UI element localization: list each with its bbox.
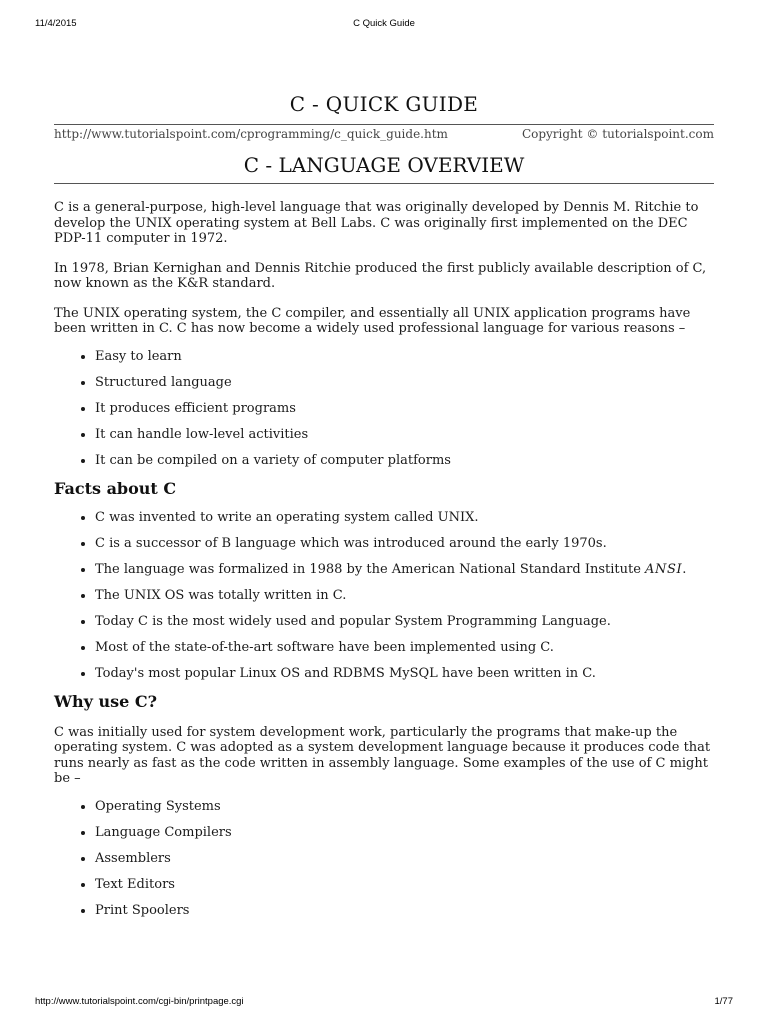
reasons-list [54, 349, 714, 469]
why-heading: Why use C? [54, 691, 157, 711]
source-url-link[interactable]: http://www.tutorialspoint.com/cprogramming/c_quick_guide.htm [54, 127, 448, 141]
footer-url: http://www.tutorialspoint.com/cgi-bin/printpage.cgi [35, 996, 244, 1007]
print-title: C Quick Guide [353, 18, 415, 29]
list-item: • It can be compiled on a variety of computer platforms [95, 453, 714, 469]
print-date: 11/4/2015 [35, 18, 77, 29]
list-item: • Operating Systems [95, 799, 714, 815]
examples-list [54, 799, 714, 919]
list-item: • It produces efficient programs [95, 401, 714, 417]
list-item: • Assemblers [95, 851, 714, 867]
list-item: • It can handle low-level activities [95, 427, 714, 443]
list-item: • Most of the state-of-the-art software have been implemented using C. [95, 640, 714, 656]
list-item: • C is a successor of B language which was introduced around the early 1970s. [95, 536, 714, 552]
list-item: • Language Compilers [95, 825, 714, 841]
list-item: • Easy to learn [95, 349, 714, 365]
source-line [54, 124, 714, 141]
list-item [95, 562, 714, 578]
facts-heading: Facts about C [54, 478, 177, 498]
ansi-abbrev: ANSI [645, 561, 683, 577]
list-item: • Structured language [95, 375, 714, 391]
doc-title: C - QUICK GUIDE [289, 92, 479, 116]
fact-text: The language was formalized in 1988 by the American National Standard Institute [95, 561, 641, 577]
document-page [54, 92, 714, 929]
list-item: • The UNIX OS was totally written in C. [95, 588, 714, 604]
section-title: C - LANGUAGE OVERVIEW [54, 153, 714, 184]
intro-paragraph-1: C is a general-purpose, high-level language that was originally developed by Dennis M. Ritchie to develop the UNIX operating system at Bell Labs. C was originally first implemented on the DEC PDP-11 computer in 1972. [54, 200, 699, 246]
why-paragraph: C was initially used for system development work, particularly the programs that make-up the operating system. C was adopted as a system development language because it produces code that runs nearly as fast as the code written in assembly language. Some examples of the use of C might be – [54, 724, 711, 786]
fact-period: . [682, 561, 687, 577]
list-item: • C was invented to write an operating system called UNIX. [95, 510, 714, 526]
facts-list [54, 510, 714, 682]
copyright-text: Copyright © tutorialspoint.com [521, 127, 714, 141]
list-item: • Today's most popular Linux OS and RDBMS MySQL have been written in C. [95, 666, 714, 682]
list-item: • Today C is the most widely used and popular System Programming Language. [95, 614, 714, 630]
page-number: 1/77 [714, 996, 733, 1007]
intro-paragraph-3: The UNIX operating system, the C compiler, and essentially all UNIX application programs have been written in C. C has now become a widely used professional language for various reasons – [54, 305, 691, 336]
list-item: • Print Spoolers [95, 903, 714, 919]
intro-paragraph-2: In 1978, Brian Kernighan and Dennis Ritchie produced the first publicly available description of C, now known as the K&R standard. [54, 260, 707, 291]
list-item: • Text Editors [95, 877, 714, 893]
